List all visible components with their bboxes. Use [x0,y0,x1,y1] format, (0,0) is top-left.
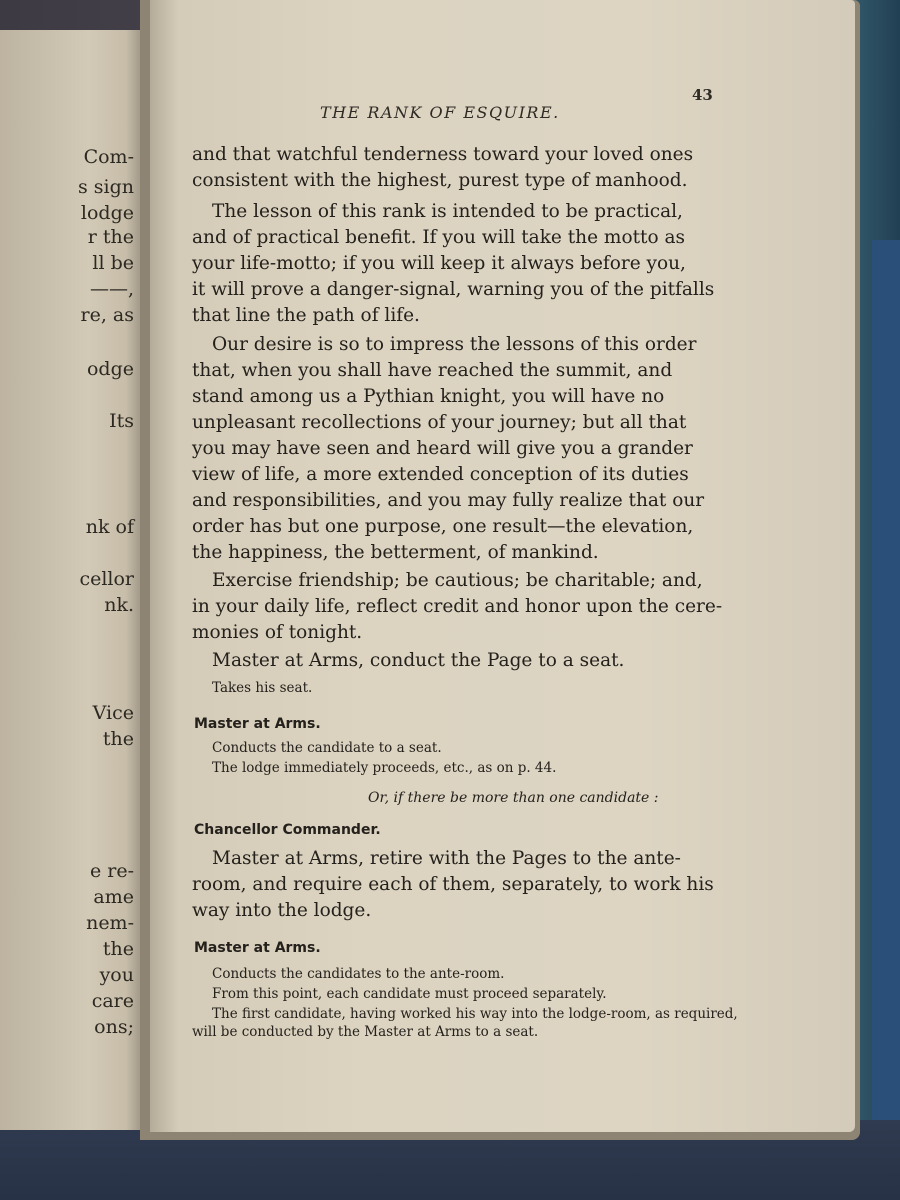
left-fragment: s sign [77,176,134,198]
body-line: that, when you shall have reached the summit, and [192,360,673,381]
running-title: THE RANK OF ESQUIRE. [320,103,560,122]
left-fragment: Its [109,410,134,432]
speech-line: Master at Arms, retire with the Pages to the ante- [212,848,681,869]
body-line: Our desire is so to impress the lessons of this order [212,334,697,355]
left-fragment: you [99,964,134,986]
body-line: and responsibilities, and you may fully realize that our [192,490,705,511]
body-line: the happiness, the betterment, of mankind. [192,542,599,563]
alternative-heading: Or, if there be more than one candidate : [368,790,659,806]
speech-line: way into the lodge. [192,900,372,921]
left-fragment: odge [86,358,134,380]
body-line: and that watchful tenderness toward your loved ones [192,144,694,165]
left-fragment: ll be [92,252,134,274]
body-line: and of practical benefit. If you will take the motto as [192,227,685,248]
body-line: Master at Arms, conduct the Page to a seat. [212,650,625,671]
body-line: in your daily life, reflect credit and honor upon the cere- [192,596,723,617]
left-fragment: care [91,990,134,1012]
body-line: it will prove a danger-signal, warning you of the pitfalls [192,279,715,300]
stage-direction: Takes his seat. [212,680,313,696]
left-fragment: ——, [89,278,134,300]
left-fragment: ame [93,886,134,908]
stage-direction: From this point, each candidate must proceed separately. [212,986,607,1002]
left-fragment: cellor [79,568,134,590]
stage-direction: The lodge immediately proceeds, etc., as on p. 44. [212,760,557,776]
body-line: that line the path of life. [192,305,420,326]
left-fragment: nk of [85,516,134,538]
left-page [0,30,148,1130]
body-line: consistent with the highest, purest type of manhood. [192,170,688,191]
left-fragment: Vice [92,702,134,724]
left-fragment: the [102,728,134,750]
left-fragment: nem- [86,912,134,934]
page-number: 43 [692,86,713,104]
body-line: order has but one purpose, one result—the elevation, [192,516,694,537]
speaker-name: Chancellor Commander. [194,822,381,838]
speech-line: room, and require each of them, separately, to work his [192,874,714,895]
left-fragment: nk. [104,594,134,616]
body-line: Exercise friendship; be cautious; be charitable; and, [212,570,703,591]
left-fragment: r the [87,226,134,248]
speaker-name: Master at Arms. [194,940,321,956]
body-line: you may have seen and heard will give you a grander [192,438,693,459]
body-line: view of life, a more extended conception of its duties [192,464,689,485]
body-line: The lesson of this rank is intended to be practical, [212,201,683,222]
stage-direction: will be conducted by the Master at Arms to a seat. [192,1024,539,1040]
body-line: monies of tonight. [192,622,363,643]
left-fragment: ons; [94,1016,134,1038]
left-fragment: re, as [80,304,134,326]
stage-direction: Conducts the candidates to the ante-room. [212,966,505,982]
body-line: stand among us a Pythian knight, you will have no [192,386,665,407]
stage-direction: The first candidate, having worked his way into the lodge-room, as required, [212,1006,738,1022]
left-fragment: lodge [80,202,134,224]
left-fragment: e re- [89,860,134,882]
right-page [150,0,855,1132]
left-fragment: Com- [83,146,134,168]
left-fragment: the [102,938,134,960]
body-line: unpleasant recollections of your journey; but all that [192,412,687,433]
body-line: your life-motto; if you will keep it always before you, [192,253,686,274]
book-cover-edge [872,240,900,1140]
speaker-name: Master at Arms. [194,716,321,732]
stage-direction: Conducts the candidate to a seat. [212,740,442,756]
